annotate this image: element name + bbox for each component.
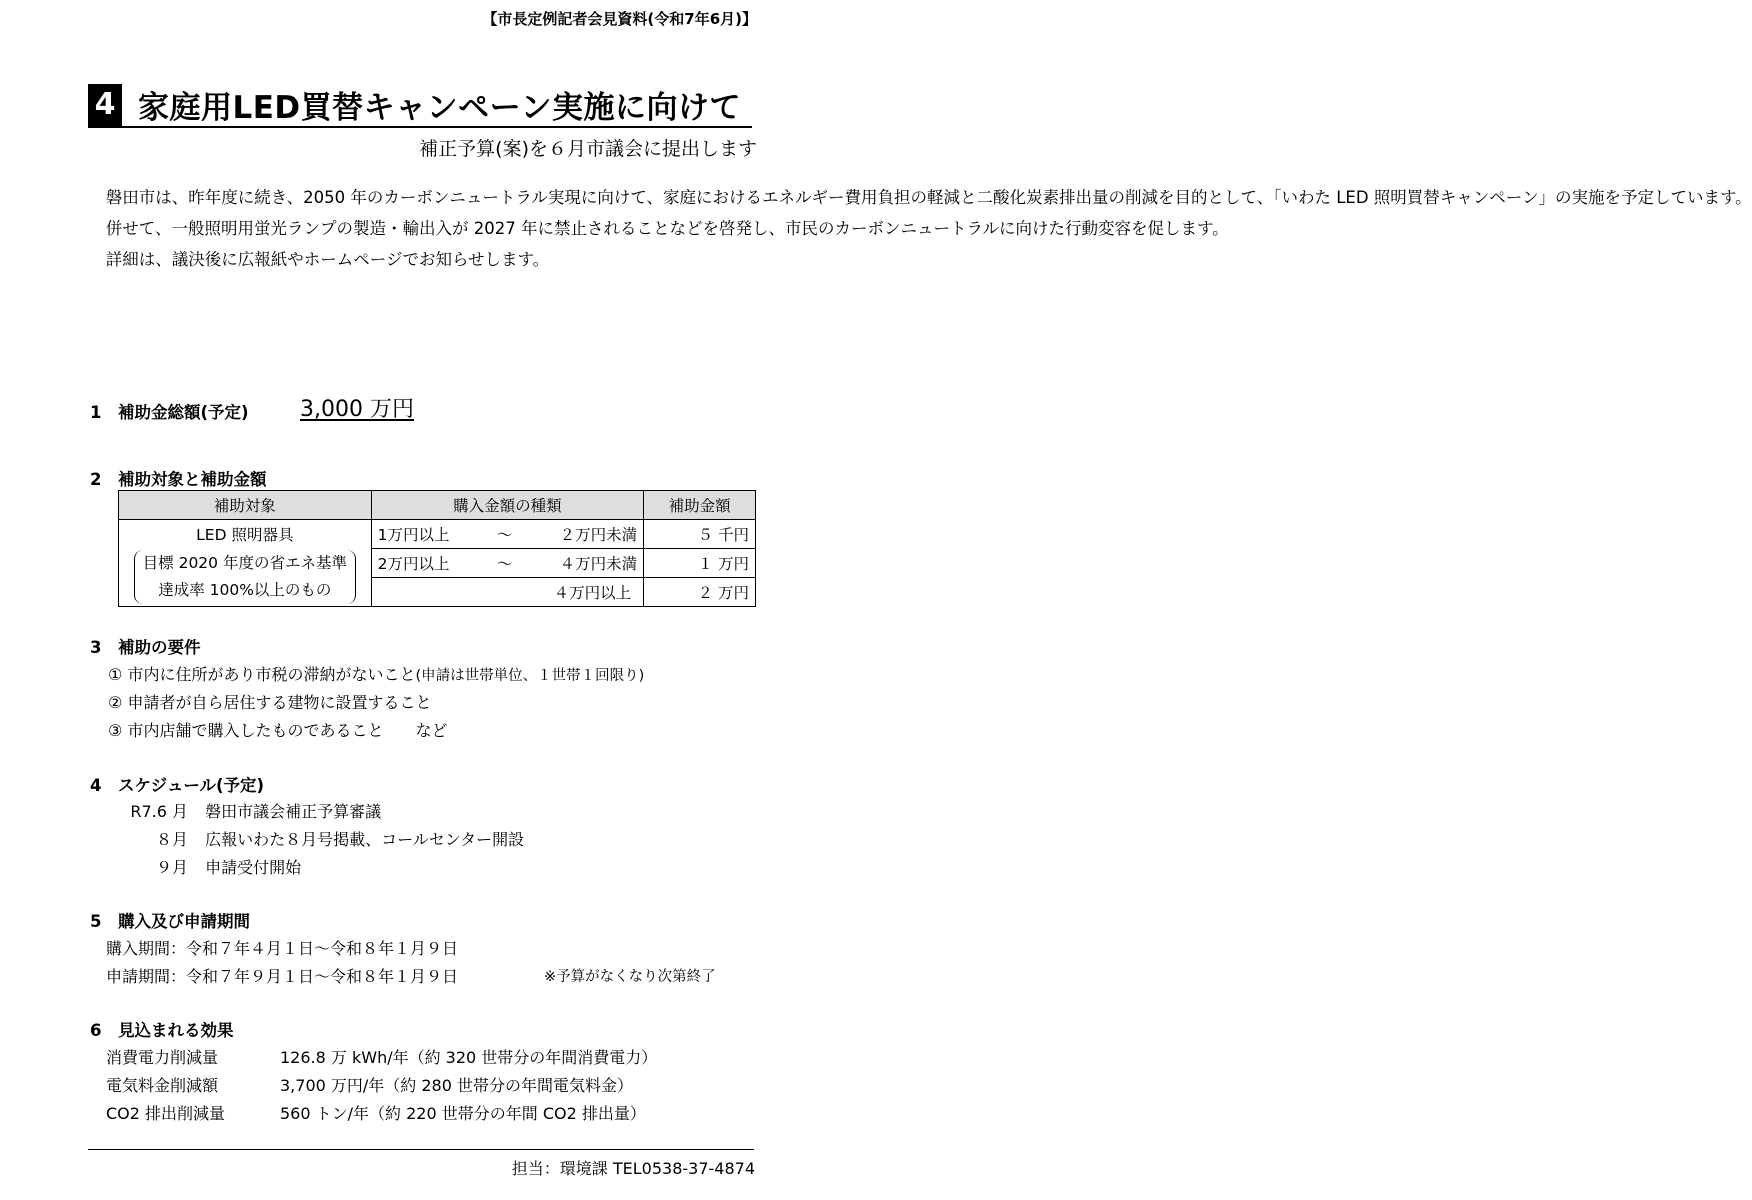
column-header: 購入金額の種類	[371, 491, 644, 520]
subsidy-amount-cell: ２ 万円	[644, 578, 756, 607]
price-range-cell: ４万円以上	[371, 578, 644, 607]
section-5-heading: 5 購入及び申請期間	[90, 912, 250, 931]
budget-note: ※予算がなくなり次第終了	[544, 969, 716, 985]
price-range-cell: 2万円以上 ～ ４万円未満	[371, 549, 644, 578]
subsidy-table	[118, 490, 756, 607]
column-header: 補助金額	[644, 491, 756, 520]
schedule-item: R7.6 月 磐田市議会補正予算審議	[130, 802, 382, 821]
effect-item: 消費電力削減量 126.8 万 kWh/年（約 320 世帯分の年間消費電力）	[106, 1048, 658, 1067]
section-1-heading: 1 補助金総額(予定)	[90, 403, 249, 422]
page-subtitle: 補正予算(案)を６月市議会に提出します	[419, 138, 757, 160]
schedule-item: ８月 広報いわた８月号掲載、コールセンター開設	[155, 830, 525, 849]
table-header-row	[119, 491, 756, 520]
target-cell	[119, 520, 372, 607]
section-4-heading: 4 スケジュール(予定)	[90, 776, 265, 795]
requirement-item: ① 市内に住所があり市税の滞納がないこと(申請は世帯単位、１世帯１回限り)	[108, 665, 645, 684]
period-item: 申請期間：令和７年９月１日～令和８年１月９日	[106, 967, 459, 986]
target-name: LED 照明器具	[196, 526, 294, 544]
intro-paragraph: 磐田市は、昨年度に続き、2050 年のカーボンニュートラル実現に向けて、家庭におけるエネルギー費用負担の軽減と二酸化炭素排出量の削減を目的として、「いわた LED 照明買替キャンペーン」の実施を予定しています。	[105, 188, 1752, 207]
subsidy-amount-cell: ５ 千円	[644, 520, 756, 549]
contact-info: 担当：環境課 TEL0538-37-4874	[511, 1159, 755, 1178]
effect-item: CO2 排出削減量 560 トン/年（約 220 世帯分の年間 CO2 排出量）	[106, 1104, 646, 1123]
subsidy-total-amount: 3,000 万円	[300, 397, 414, 422]
requirement-item: ③ 市内店舗で購入したものであること など	[108, 721, 448, 740]
page-title: 家庭用LED買替キャンペーン実施に向けて	[138, 90, 742, 126]
effect-item: 電気料金削減額 3,700 万円/年（約 280 世帯分の年間電気料金）	[106, 1076, 633, 1095]
section-3-heading: 3 補助の要件	[90, 638, 201, 657]
intro-text	[86, 182, 1752, 275]
requirement-item: ② 申請者が自ら居住する建物に設置すること	[108, 693, 432, 712]
intro-paragraph: 併せて、一般照明用蛍光ランプの製造・輸出入が 2027 年に禁止されることなどを啓発し、市民のカーボンニュートラルに向けた行動変容を促します。	[105, 219, 1229, 238]
title-number: 4	[88, 84, 122, 126]
target-condition: 目標 2020 年度の省エネ基準 達成率 100%以上のもの	[134, 550, 356, 604]
column-header: 補助対象	[119, 491, 372, 520]
period-item: 購入期間：令和７年４月１日～令和８年１月９日	[106, 939, 459, 958]
section-6-heading: 6 見込まれる効果	[90, 1021, 234, 1040]
section-2-heading: 2 補助対象と補助金額	[90, 470, 267, 489]
intro-paragraph: 詳細は、議決後に広報紙やホームページでお知らせします。	[105, 250, 550, 269]
title-underline	[88, 126, 752, 128]
schedule-item: ９月 申請受付開始	[155, 858, 302, 877]
footer-divider	[88, 1149, 754, 1150]
table-row	[119, 520, 756, 549]
header-tag: 【市長定例記者会見資料(令和7年6月)】	[482, 10, 757, 28]
price-range-cell: 1万円以上 ～ ２万円未満	[371, 520, 644, 549]
subsidy-amount-cell: １ 万円	[644, 549, 756, 578]
